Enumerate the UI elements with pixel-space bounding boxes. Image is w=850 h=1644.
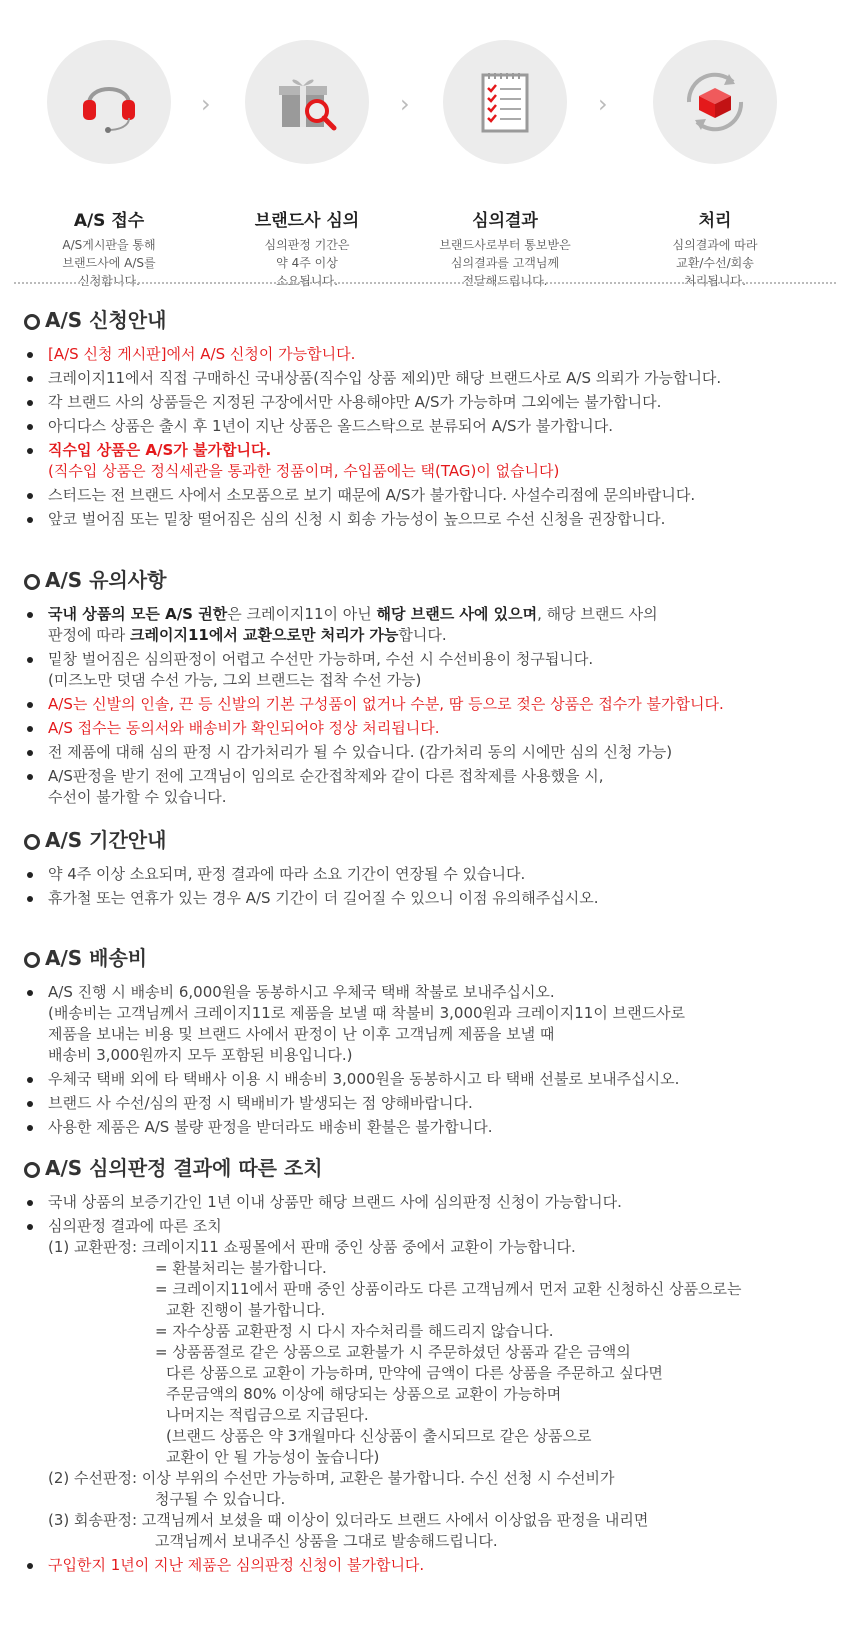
list-item <box>0 368 850 389</box>
list-item <box>0 344 850 365</box>
bullet-icon <box>27 750 33 756</box>
section-shipping <box>0 944 850 1141</box>
list-item <box>0 604 850 646</box>
section-header <box>0 944 850 974</box>
list-item-text <box>48 625 850 646</box>
list-item-text: A/S 접수는 동의서와 배송비가 확인되어야 정상 처리됩니다. <box>48 719 440 737</box>
circle-bullet-icon <box>24 952 40 968</box>
list-item <box>0 1555 850 1576</box>
exchange-detail-line: (브랜드 상품은 약 3개월마다 신상품이 출시되므로 같은 상품으로 <box>166 1427 592 1445</box>
section-title: A/S 유의사항 <box>45 568 167 592</box>
bullet-list <box>0 344 850 530</box>
list-item-text: 스터드는 전 브랜드 사에서 소모품으로 보기 때문에 A/S가 불가합니다. 사설수리점에 문의바랍니다. <box>48 486 696 504</box>
section-header <box>0 566 850 596</box>
list-item-text: 브랜드 사 수선/심의 판정 시 택배비가 발생되는 점 양해바랍니다. <box>48 1094 473 1112</box>
bullet-icon <box>27 352 33 358</box>
bullet-icon <box>27 424 33 430</box>
step-desc-line: 전달해드립니다. <box>462 274 548 288</box>
exchange-judgement-details <box>48 1258 850 1468</box>
list-item <box>0 392 850 413</box>
list-item <box>0 766 850 808</box>
chevron-right-icon: › <box>400 90 410 118</box>
step-desc-line: 처리됩니다. <box>684 274 746 288</box>
bullet-icon <box>27 657 33 663</box>
list-item <box>0 416 850 437</box>
exchange-detail-line: 다른 상품으로 교환이 가능하며, 만약에 금액이 다른 상품을 주문하고 싶다면 <box>166 1364 663 1382</box>
circle-bullet-icon <box>24 1162 40 1178</box>
step-desc-line: 심의결과를 고객님께 <box>450 256 560 270</box>
list-item-text: 사용한 제품은 A/S 불량 판정을 받더라도 배송비 환불은 불가합니다. <box>48 1118 493 1136</box>
return-judgement-text: 고객님께서 보내주신 상품을 그대로 발송해드립니다. <box>155 1532 498 1550</box>
exchange-detail-line: = 환불처리는 불가합니다. <box>155 1259 327 1277</box>
list-item-text: 밑창 벌어짐은 심의판정이 어렵고 수선만 가능하며, 수선 시 수선비용이 청구됩니다. <box>48 650 594 668</box>
bullet-icon <box>27 376 33 382</box>
section-caution <box>0 566 850 811</box>
list-item <box>0 485 850 506</box>
step-desc-line: 신청합니다. <box>78 274 140 288</box>
section-title: A/S 심의판정 결과에 따른 조치 <box>45 1156 323 1180</box>
repair-judgement-text: (2) 수선판정: 이상 부위의 수선만 가능하며, 교환은 불가합니다. 수신 선청 시 수선비가 <box>48 1469 615 1487</box>
list-item-text: 제품을 보내는 비용 및 브랜드 사에서 판정이 난 이후 고객님께 제품을 보낼 때 <box>48 1025 555 1043</box>
step-desc-line: 브랜드사에 A/S를 <box>62 256 156 270</box>
exchange-detail-line: 나머지는 적립금으로 지급된다. <box>166 1406 369 1424</box>
list-item-text: 국내 상품의 보증기간인 1년 이내 상품만 해당 브랜드 사에 심의판정 신청이 가능합니다. <box>48 1193 622 1211</box>
step-desc-line: 약 4주 이상 <box>276 256 338 270</box>
section-title: A/S 신청안내 <box>45 308 167 332</box>
exchange-detail-line: 교환이 안 될 가능성이 높습니다) <box>166 1448 380 1466</box>
list-item-text: A/S판정을 받기 전에 고객님이 임의로 순간접착제와 같이 다른 접착제를 사용했을 시, <box>48 767 604 785</box>
gift-search-icon <box>272 67 342 137</box>
section-title: A/S 기간안내 <box>45 828 167 852</box>
list-item <box>0 694 850 715</box>
section-apply <box>0 306 850 533</box>
bullet-icon <box>27 896 33 902</box>
list-item <box>0 718 850 739</box>
bullet-icon <box>27 1224 33 1230</box>
step-desc-line: A/S게시판을 통해 <box>62 238 156 252</box>
chevron-right-icon: › <box>598 90 608 118</box>
exchange-detail-line: 교환 진행이 불가합니다. <box>166 1301 326 1319</box>
bullet-icon <box>27 726 33 732</box>
circle-bullet-icon <box>24 574 40 590</box>
bullet-icon <box>27 612 33 618</box>
exchange-detail-line: = 상품품절로 같은 상품으로 교환불가 시 주문하셨던 상품과 같은 금액의 <box>155 1343 631 1361</box>
list-item-text: (배송비는 고객님께서 크레이지11로 제품을 보낼 때 착불비 3,000원과 크레이지11이 브랜드사로 <box>48 1004 686 1022</box>
bullet-icon <box>27 400 33 406</box>
step-title: 브랜드사 심의 <box>254 211 360 231</box>
exchange-detail-line: 주문금액의 80% 이상에 해당되는 상품으로 교환이 가능하며 <box>166 1385 562 1403</box>
step-title: 처리 <box>698 211 732 231</box>
list-item-text: 아디다스 상품은 출시 후 1년이 지난 상품은 올드스탁으로 분류되어 A/S가 불가합니다. <box>48 417 614 435</box>
step-circle <box>245 40 369 164</box>
bullet-icon <box>27 990 33 996</box>
list-item-text: , 해당 브랜드 사의 <box>537 605 658 623</box>
step-circle <box>47 40 171 164</box>
bullet-icon <box>27 1200 33 1206</box>
step-desc-line: 소요됩니다. <box>276 274 338 288</box>
list-item-text: 앞코 벌어짐 또는 밑창 떨어짐은 심의 신청 시 회송 가능성이 높으므로 수선 신청을 권장합니다. <box>48 510 666 528</box>
list-item-text: (미즈노만 덧댐 수선 가능, 그외 브랜드는 접착 수선 가능) <box>48 671 422 689</box>
step-desc-line: 교환/수선/회송 <box>676 256 754 270</box>
list-item-text: 직수입 상품은 A/S가 불가합니다. <box>48 441 272 459</box>
as-board-link[interactable]: [A/S 신청 게시판] <box>48 345 167 363</box>
return-judgement-text: (3) 회송판정: 고객님께서 보셨을 때 이상이 있더라도 브랜드 사에서 이상없음 판정을 내리면 <box>48 1511 649 1529</box>
list-item-text: 합니다. <box>398 626 447 644</box>
list-item <box>0 1192 850 1213</box>
bullet-list <box>0 982 850 1138</box>
list-item-text <box>48 344 850 365</box>
list-item-text: 약 4주 이상 소요되며, 판정 결과에 따라 소요 기간이 연장될 수 있습니다. <box>48 865 526 883</box>
section-review-result <box>0 1154 850 1579</box>
step-process <box>620 40 810 290</box>
chevron-right-icon: › <box>201 90 211 118</box>
bullet-icon <box>27 1125 33 1131</box>
section-period <box>0 826 850 912</box>
step-desc-line: 브랜드사로부터 통보받은 <box>439 238 571 252</box>
list-item-text: 은 크레이지11이 아닌 <box>227 605 377 623</box>
list-item-text <box>48 604 850 625</box>
list-item-text: 구입한지 1년이 지난 제품은 심의판정 신청이 불가합니다. <box>48 1556 425 1574</box>
circle-bullet-icon <box>24 314 40 330</box>
bullet-icon <box>27 1563 33 1569</box>
step-desc-line: 심의판정 기간은 <box>264 238 350 252</box>
list-item-text: 휴가철 또는 연휴가 있는 경우 A/S 기간이 더 길어질 수 있으니 이점 유의해주십시오. <box>48 889 599 907</box>
bullet-icon <box>27 872 33 878</box>
list-item-text: 우체국 택배 외에 타 택배사 이용 시 배송비 3,000원을 동봉하시고 타 택배 선불로 보내주십시오. <box>48 1070 680 1088</box>
list-item-text: (직수입 상품은 정식세관을 통과한 정품이며, 수입품에는 택(TAG)이 없습니다) <box>48 462 560 480</box>
list-item <box>0 1216 850 1552</box>
exchange-detail-line: = 자수상품 교환판정 시 다시 자수처리를 해드리지 않습니다. <box>155 1322 554 1340</box>
bullet-icon <box>27 774 33 780</box>
list-item-text: A/S 진행 시 배송비 6,000원을 동봉하시고 우체국 택배 착불로 보내주십시오. <box>48 983 555 1001</box>
list-item-text: 크레이지11에서 직접 구매하신 국내상품(직수입 상품 제외)만 해당 브랜드사로 A/S 의뢰가 가능합니다. <box>48 369 722 387</box>
dotted-divider <box>14 282 836 284</box>
bullet-icon <box>27 517 33 523</box>
bullet-list <box>0 864 850 909</box>
as-process-steps <box>0 0 850 288</box>
list-item <box>0 440 850 482</box>
step-title: A/S 접수 <box>73 211 145 231</box>
list-item-text: 에서 A/S 신청이 가능합니다. <box>166 345 356 363</box>
section-header <box>0 306 850 336</box>
bullet-list <box>0 604 850 808</box>
bullet-list <box>0 1192 850 1576</box>
box-refresh-icon <box>677 64 753 140</box>
circle-bullet-icon <box>24 834 40 850</box>
list-item-text: 각 브랜드 사의 상품들은 지정된 구장에서만 사용해야만 A/S가 가능하며 그외에는 불가합니다. <box>48 393 662 411</box>
emphasis-text: 해당 브랜드 사에 있으며 <box>376 605 538 623</box>
step-review-result <box>410 40 600 290</box>
section-header <box>0 826 850 856</box>
exchange-detail-line: = 크레이지11에서 판매 중인 상품이라도 다른 고객님께서 먼저 교환 신청하신 상품으로는 <box>155 1280 742 1298</box>
exchange-judgement-text: (1) 교환판정: 크레이지11 쇼핑몰에서 판매 중인 상품 중에서 교환이 가능합니다. <box>48 1238 576 1256</box>
list-item-text: A/S는 신발의 인솔, 끈 등 신발의 기본 구성품이 없거나 수분, 땀 등으로 젖은 상품은 접수가 불가합니다. <box>48 695 724 713</box>
bullet-icon <box>27 493 33 499</box>
step-circle <box>443 40 567 164</box>
list-item-text: 심의판정 결과에 따른 조치 <box>48 1217 222 1235</box>
emphasis-text: 국내 상품의 모든 A/S 권한 <box>48 605 228 623</box>
list-item <box>0 742 850 763</box>
emphasis-text: 크레이지11에서 교환으로만 처리가 가능 <box>130 626 399 644</box>
list-item-text: 배송비 3,000원까지 모두 포함된 비용입니다.) <box>48 1046 353 1064</box>
list-item <box>0 1117 850 1138</box>
list-item <box>0 1069 850 1090</box>
list-item <box>0 509 850 530</box>
repair-judgement-text: 청구될 수 있습니다. <box>155 1490 286 1508</box>
section-title: A/S 배송비 <box>45 946 148 970</box>
list-item-text: 전 제품에 대해 심의 판정 시 감가처리가 될 수 있습니다. (감가처리 동의 시에만 심의 신청 가능) <box>48 743 673 761</box>
list-item <box>0 649 850 691</box>
list-item-text: 판정에 따라 <box>48 626 130 644</box>
step-desc-line: 심의결과에 따라 <box>672 238 758 252</box>
bullet-icon <box>27 1077 33 1083</box>
bullet-icon <box>27 702 33 708</box>
step-title: 심의결과 <box>472 211 538 231</box>
step-circle <box>653 40 777 164</box>
bullet-icon <box>27 1101 33 1107</box>
list-item <box>0 888 850 909</box>
bullet-icon <box>27 448 33 454</box>
section-header <box>0 1154 850 1184</box>
checklist-icon <box>475 67 535 137</box>
list-item-text: 수선이 불가할 수 있습니다. <box>48 788 227 806</box>
list-item <box>0 864 850 885</box>
step-receive <box>14 40 204 290</box>
headset-icon <box>77 70 141 134</box>
list-item <box>0 982 850 1066</box>
list-item <box>0 1093 850 1114</box>
step-brand-review <box>212 40 402 290</box>
